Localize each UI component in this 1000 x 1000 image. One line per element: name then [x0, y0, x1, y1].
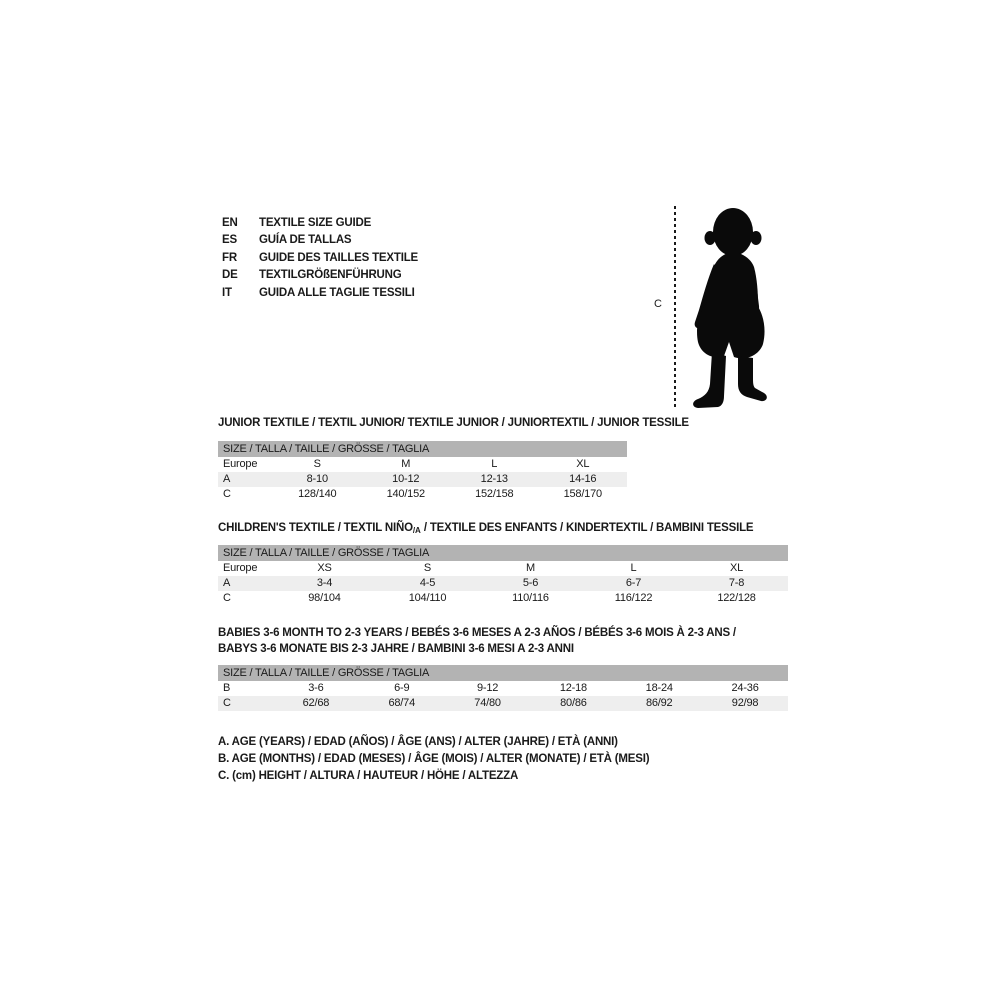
table-row-height-cm	[218, 696, 788, 711]
size-header-bar: SIZE / TALLA / TAILLE / GRÖSSE / TAGLIA	[218, 441, 627, 457]
size-cell: M	[526, 562, 535, 574]
age-cell: 14-16	[569, 473, 597, 485]
row-label: C	[223, 697, 231, 709]
age-cell: 3-4	[316, 577, 333, 589]
table-row-height-cm	[218, 591, 788, 606]
height-cell: 98/104	[308, 592, 341, 604]
height-dashed-line	[674, 206, 676, 407]
age-cell: 12-18	[559, 682, 587, 694]
age-cell: 7-8	[728, 577, 745, 589]
height-cell: 152/158	[475, 488, 514, 500]
row-label: Europe	[223, 562, 258, 574]
height-cell: 110/116	[512, 592, 549, 604]
children-table-title	[218, 521, 753, 538]
language-row-es	[222, 232, 418, 249]
legend-line-c: C. (cm) HEIGHT / ALTURA / HAUTEUR / HÖHE / ALTEZZA	[218, 770, 519, 782]
height-cell: 86/92	[645, 697, 673, 709]
guide-title: GUÍA DE TALLAS	[259, 234, 352, 247]
babies-size-table	[218, 665, 788, 711]
age-cell: 3-6	[308, 682, 324, 694]
row-label: Europe	[223, 458, 258, 470]
table-row-europe	[218, 561, 788, 576]
language-row-de	[222, 267, 418, 284]
size-cell: XL	[576, 458, 590, 470]
language-title-list	[222, 215, 418, 302]
row-label: A	[223, 473, 231, 485]
height-measure-label: C	[654, 298, 662, 310]
age-cell: 24-36	[731, 682, 759, 694]
size-cell: M	[401, 458, 411, 470]
row-label: C	[223, 592, 231, 604]
language-code: EN	[222, 217, 238, 229]
height-cell: 74/80	[474, 697, 501, 709]
title-text: / TEXTILE DES ENFANTS / KINDERTEXTIL / BAMBINI TESSILE	[420, 522, 754, 534]
table-row-height-cm	[218, 487, 627, 502]
age-cell: 9-12	[476, 682, 499, 694]
age-cell: 4-5	[419, 577, 436, 589]
language-code: DE	[222, 269, 238, 282]
size-header-bar: SIZE / TALLA / TAILLE / GRÖSSE / TAGLIA	[218, 665, 788, 681]
language-row-fr	[222, 250, 418, 267]
height-cell: 62/68	[302, 697, 330, 709]
height-cell: 80/86	[560, 697, 587, 709]
size-cell: XL	[729, 562, 744, 574]
title-text: CHILDREN'S TEXTILE / TEXTIL NIÑO	[218, 522, 413, 534]
language-row-it	[222, 285, 418, 302]
size-cell: L	[491, 458, 498, 470]
junior-table-title: JUNIOR TEXTILE / TEXTIL JUNIOR/ TEXTILE JUNIOR / JUNIORTEXTIL / JUNIOR TESSILE	[218, 417, 689, 429]
guide-title: GUIDA ALLE TAGLIE TESSILI	[259, 286, 415, 299]
babies-title-line2: BABYS 3-6 MONATE BIS 2-3 JAHRE / BAMBINI 3-6 MESI A 2-3 ANNI	[218, 643, 574, 655]
guide-title: GUIDE DES TAILLES TEXTILE	[259, 251, 418, 264]
age-cell: 6-9	[394, 682, 410, 694]
guide-title: TEXTILE SIZE GUIDE	[259, 217, 372, 229]
height-cell: 122/128	[717, 592, 756, 604]
height-cell: 104/110	[408, 592, 447, 604]
size-cell: XS	[317, 562, 332, 574]
language-code: FR	[222, 251, 237, 264]
height-cell: 140/152	[386, 488, 425, 500]
height-cell: 68/74	[388, 697, 415, 709]
size-header-bar: SIZE / TALLA / TAILLE / GRÖSSE / TAGLIA	[218, 545, 788, 561]
table-row-age-months	[218, 681, 788, 696]
age-cell: 5-6	[522, 577, 539, 589]
guide-title: TEXTILGRÖßENFÜHRUNG	[259, 269, 402, 282]
toddler-silhouette-icon	[681, 204, 775, 409]
row-label: B	[223, 682, 231, 694]
age-cell: 12-13	[480, 473, 508, 485]
height-cell: 158/170	[563, 488, 602, 500]
legend-line-b: B. AGE (MONTHS) / EDAD (MESES) / ÂGE (MOIS) / ALTER (MONATE) / ETÀ (MESI)	[218, 753, 650, 765]
table-row-europe	[218, 457, 627, 472]
size-cell: S	[313, 458, 321, 470]
title-subscript: /A	[412, 526, 421, 535]
language-code: IT	[222, 286, 232, 299]
language-code: ES	[222, 234, 237, 247]
height-cell: 116/122	[614, 592, 653, 604]
size-cell: S	[423, 562, 432, 574]
table-row-age-years	[218, 472, 627, 487]
age-cell: 6-7	[625, 577, 642, 589]
height-measure-figure	[648, 198, 794, 414]
size-cell: L	[630, 562, 637, 574]
junior-size-table	[218, 441, 627, 502]
children-size-table	[218, 545, 788, 606]
abc-legend	[218, 734, 649, 785]
table-row-age-years	[218, 576, 788, 591]
row-label: A	[223, 577, 231, 589]
age-cell: 18-24	[645, 682, 673, 694]
height-cell: 92/98	[731, 697, 759, 709]
height-cell: 128/140	[298, 488, 337, 500]
babies-table-title	[218, 625, 736, 657]
row-label: C	[223, 488, 231, 500]
legend-line-a: A. AGE (YEARS) / EDAD (AÑOS) / ÂGE (ANS) / ALTER (JAHRE) / ETÀ (ANNI)	[218, 736, 618, 748]
age-cell: 8-10	[306, 473, 328, 485]
babies-title-line1: BABIES 3-6 MONTH TO 2-3 YEARS / BEBÉS 3-6 MESES A 2-3 AÑOS / BÉBÉS 3-6 MOIS À 2-3 ANS /	[218, 627, 736, 639]
age-cell: 10-12	[392, 473, 420, 485]
language-row-en	[222, 215, 418, 232]
